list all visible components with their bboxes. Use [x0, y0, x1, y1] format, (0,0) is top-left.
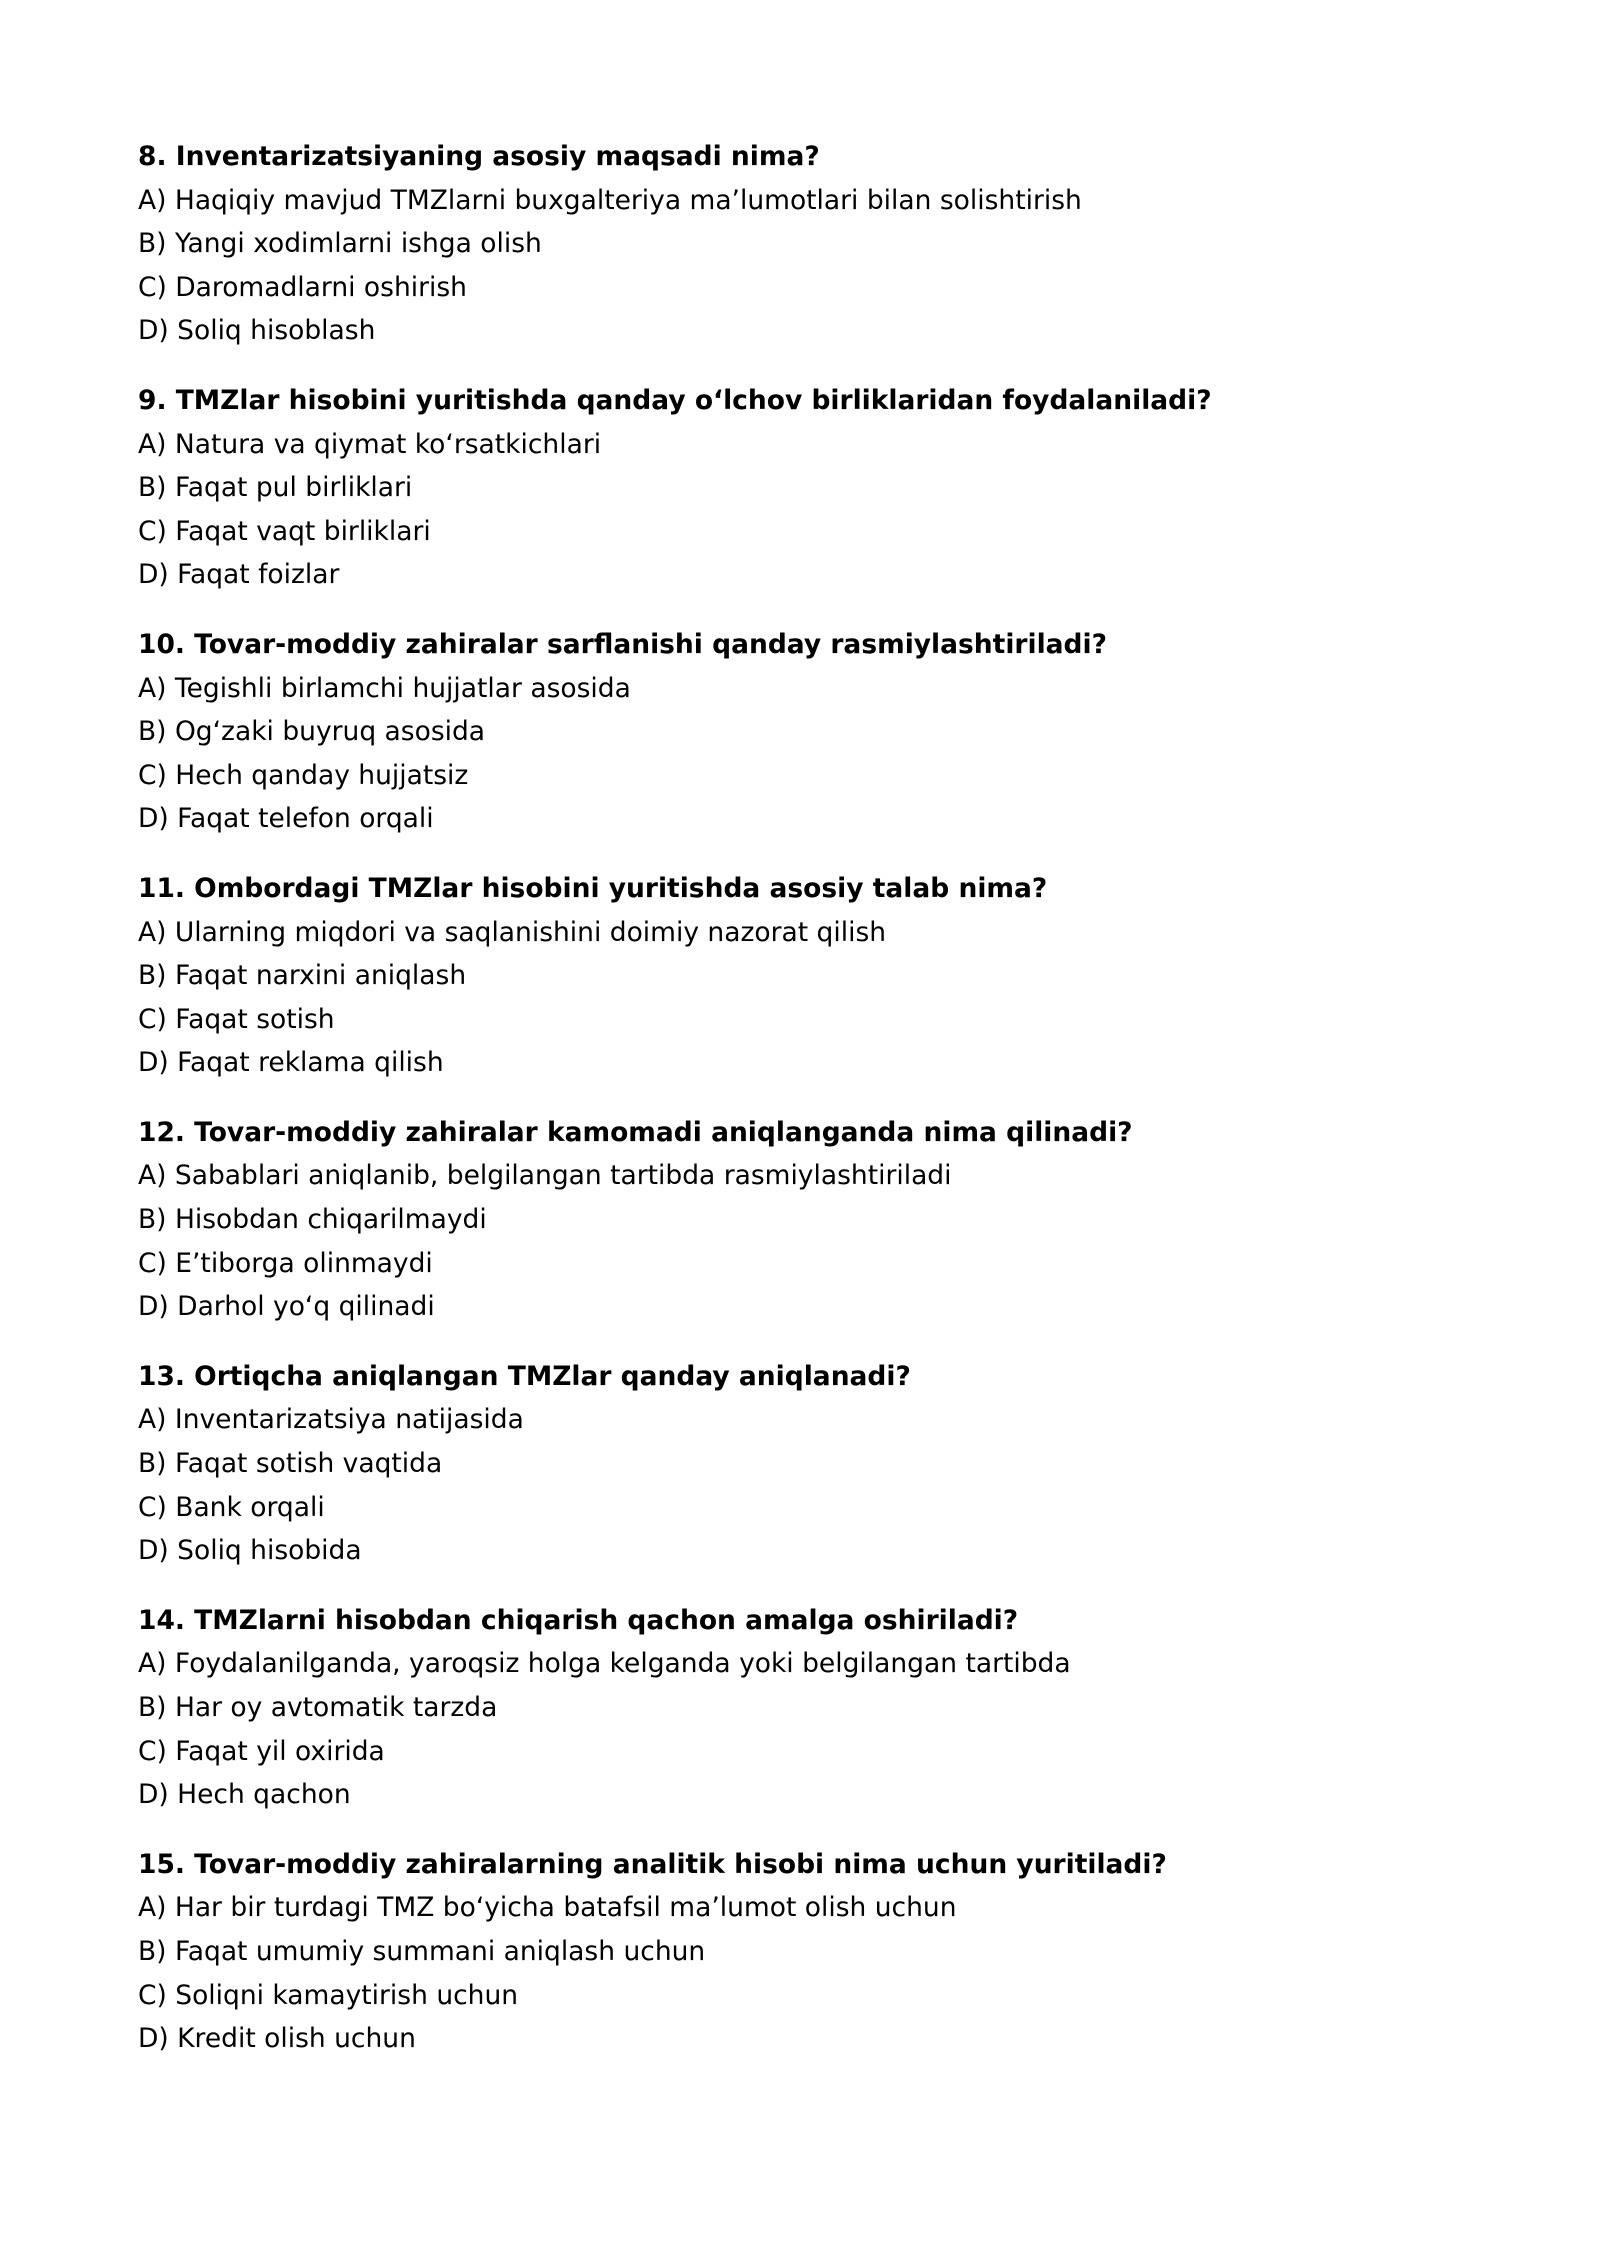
answer-option-a: A) Ularning miqdori va saqlanishini doimiy nazorat qilish [138, 916, 887, 948]
question-block-14 [138, 1599, 1600, 1817]
answer-option-a: A) Sabablari aniqlanib, belgilangan tartibda rasmiylashtiriladi [138, 1160, 952, 1192]
answer-option-c: C) Faqat yil oxirida [138, 1735, 385, 1767]
answer-option-a: A) Natura va qiymat ko‘rsatkichlari [138, 428, 602, 460]
answer-option-c: C) Bank orqali [138, 1491, 325, 1523]
answer-option-c: C) Daromadlarni oshirish [138, 271, 467, 303]
answer-option-b: B) Faqat pul birliklari [138, 472, 413, 504]
answer-option-c: C) Faqat sotish [138, 1003, 335, 1035]
answer-option-d: D) Faqat reklama qilish [138, 1047, 444, 1079]
question-block-13 [138, 1355, 1600, 1573]
question-title: 11. Ombordagi TMZlar hisobini yuritishda asosiy talab nima? [138, 872, 1048, 904]
answer-option-b: B) Faqat sotish vaqtida [138, 1448, 443, 1480]
answer-option-b: B) Har oy avtomatik tarzda [138, 1692, 498, 1723]
answer-option-a: A) Tegishli birlamchi hujjatlar asosida [138, 672, 631, 704]
question-block-11 [138, 867, 1600, 1085]
question-block-8 [138, 135, 1600, 353]
question-block-15 [138, 1843, 1600, 2061]
answer-option-b: B) Yangi xodimlarni ishga olish [138, 228, 542, 260]
answer-option-d: D) Soliq hisoblash [138, 315, 376, 347]
answer-option-a: A) Har bir turdagi TMZ bo‘yicha batafsil ma’lumot olish uchun [138, 1892, 957, 1924]
answer-option-c: C) Hech qanday hujjatsiz [138, 759, 469, 791]
question-title: 10. Tovar-moddiy zahiralar sarflanishi qanday rasmiylashtiriladi? [138, 628, 1107, 660]
answer-option-d: D) Hech qachon [138, 1779, 351, 1811]
answer-option-b: B) Hisobdan chiqarilmaydi [138, 1204, 487, 1236]
answer-option-c: C) Faqat vaqt birliklari [138, 515, 431, 547]
question-title: 15. Tovar-moddiy zahiralarning analitik hisobi nima uchun yuritiladi? [138, 1848, 1167, 1880]
answer-option-c: C) Soliqni kamaytirish uchun [138, 1979, 519, 2011]
answer-option-a: A) Inventarizatsiya natijasida [138, 1404, 524, 1436]
question-title: 8. Inventarizatsiyaning asosiy maqsadi nima? [138, 141, 820, 172]
question-title: 9. TMZlar hisobini yuritishda qanday o‘lchov birliklaridan foydalaniladi? [138, 384, 1212, 416]
answer-option-c: C) E’tiborga olinmaydi [138, 1247, 433, 1279]
answer-option-d: D) Soliq hisobida [138, 1535, 362, 1567]
question-title: 14. TMZlarni hisobdan chiqarish qachon amalga oshiriladi? [138, 1604, 1019, 1636]
question-block-12 [138, 1111, 1600, 1329]
answer-option-d: D) Faqat foizlar [138, 559, 340, 591]
answer-option-a: A) Foydalanilganda, yaroqsiz holga kelganda yoki belgilangan tartibda [138, 1648, 1071, 1680]
answer-option-d: D) Faqat telefon orqali [138, 803, 434, 835]
answer-option-b: B) Faqat umumiy summani aniqlash uchun [138, 1935, 706, 1967]
question-block-9 [138, 379, 1600, 597]
answer-option-d: D) Darhol yo‘q qilinadi [138, 1291, 435, 1323]
answer-option-a: A) Haqiqiy mavjud TMZlarni buxgalteriya ma’lumotlari bilan solishtirish [138, 184, 1082, 216]
question-block-10 [138, 623, 1600, 841]
question-title: 13. Ortiqcha aniqlangan TMZlar qanday aniqlanadi? [138, 1360, 911, 1392]
question-title: 12. Tovar-moddiy zahiralar kamomadi aniqlanganda nima qilinadi? [138, 1116, 1133, 1148]
answer-option-d: D) Kredit olish uchun [138, 2023, 416, 2055]
answer-option-b: B) Faqat narxini aniqlash [138, 960, 467, 992]
answer-option-b: B) Og‘zaki buyruq asosida [138, 716, 486, 748]
